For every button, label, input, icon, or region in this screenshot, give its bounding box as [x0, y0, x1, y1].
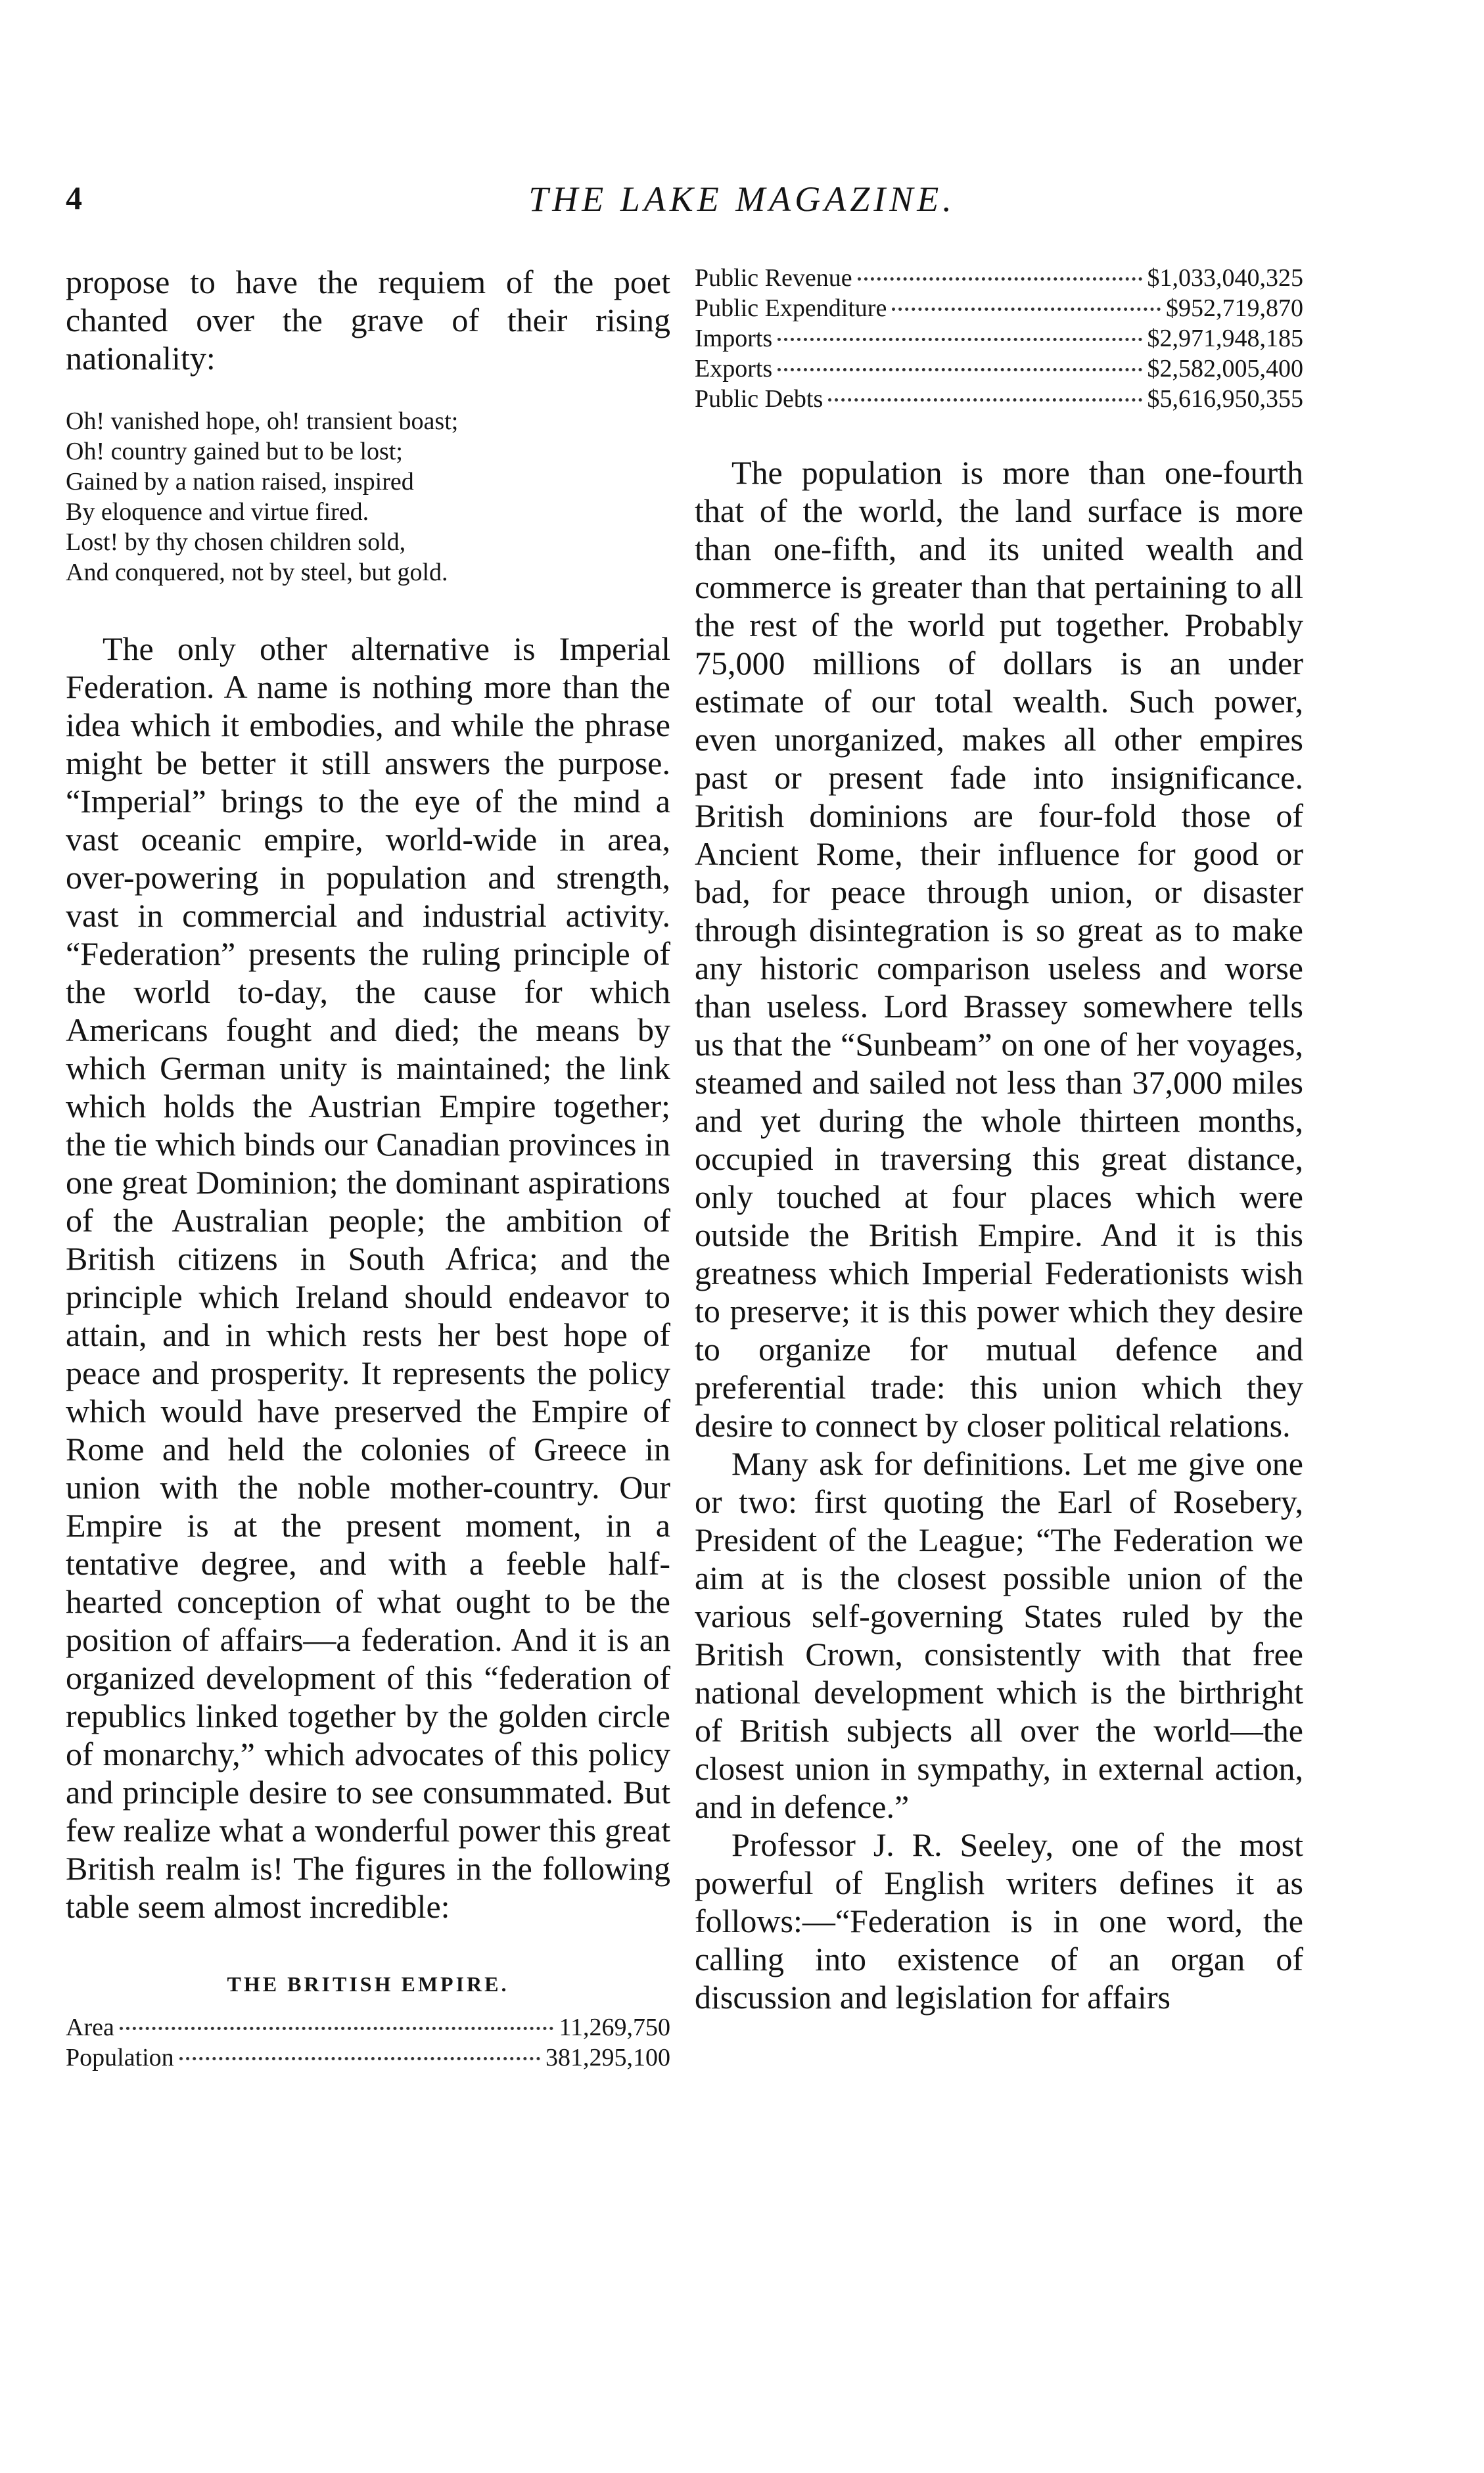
table-row-public-expenditure — [695, 293, 1303, 323]
row-value: 11,269,750 — [559, 2014, 670, 2041]
row-label: Public Expenditure — [695, 294, 887, 322]
seeley-paragraph: Professor J. R. Seeley, one of the most powerful of English writers defines it as follows:—“Federation is in one word, the calling into existence of an organ of discussion and legislation for affairs — [695, 1826, 1303, 2016]
leader-dots — [892, 308, 1161, 311]
federation-paragraph: The only other alternative is Imperial Federation. A name is nothing more than the idea which it embodies, and while the phrase might be better it still answers the purpose. “Imperial” brings to the eye of the mind a vast oceanic empire, world-wide in area, over-powering in population and strength, vast in commercial and industrial activity. “Federation” presents the ruling principle of the world to-day, the cause for which Americans fought and died; the means by which German unity is maintained; the link which holds the Austrian Empire together; the tie which binds our Canadian provinces in one great Dominion; the dominant aspirations of the Australian people; the ambition of British citizens in South Africa; and the principle which Ireland should endeavor to attain, and in which rests her best hope of peace and prosperity. It represents the policy which would have preserved the Empire of Rome and held the colonies of Greece in union with the noble mother-country. Our Empire is at the present moment, in a tentative degree, and with a feeble half-hearted conception of what ought to be the position of affairs—a federation. And it is an organized development of this “federation of republics linked together by the golden circle of monarchy,” which advocates of this policy and principle desire to see consummated. But few realize what a wonderful power this great British realm is! The figures in the following table seem almost incredible: — [66, 630, 670, 1925]
row-label: Imports — [695, 325, 773, 352]
table-row-population — [66, 2043, 670, 2073]
poem-line: Oh! country gained but to be lost; — [66, 438, 403, 465]
intro-paragraph: propose to have the requiem of the poet chanted over the grave of their rising nationality: — [66, 264, 670, 377]
leader-dots — [828, 398, 1142, 402]
table-title: THE BRITISH EMPIRE. — [227, 1972, 509, 1996]
poem-line: By eloquence and virtue fired. — [66, 498, 369, 526]
poem-line: Oh! vanished hope, oh! transient boast; — [66, 407, 459, 435]
poem-line: Lost! by thy chosen children sold, — [66, 528, 406, 556]
table-row-exports — [695, 354, 1303, 384]
row-value: $952,719,870 — [1166, 294, 1303, 322]
poem-line: And conquered, not by steel, but gold. — [66, 559, 448, 586]
row-label: Public Debts — [695, 385, 823, 413]
row-label: Area — [66, 2014, 114, 2041]
population-paragraph: The population is more than one-fourth that of the world, the land surface is more than one-fifth, and its united wealth and commerce is greater than that pertaining to all the rest of the world put together. Probably 75,000 millions of dollars is an under estimate of our total wealth. Such power, even unorganized, makes all other empires past or present fade into insignificance. British dominions are four-fold those of Ancient Rome, their influence for good or bad, for peace through union, or disaster through disintegration is so great as to make any historic comparison useless and worse than useless. Lord Brassey somewhere tells us that the “Sunbeam” on one of her voyages, steamed and sailed not less than 37,000 miles and yet during the whole thirteen months, occupied in traversing this great distance, only touched at four places which were outside the British Empire. And it is this greatness which Imperial Federationists wish to preserve; it is this power which they desire to organize for mutual defence and preferential trade: this union which they desire to connect by closer political relations. — [695, 454, 1303, 1444]
leader-dots — [858, 277, 1142, 281]
row-value: $5,616,950,355 — [1147, 385, 1303, 413]
left-column — [66, 263, 670, 2073]
right-column — [695, 263, 1303, 2016]
leader-dots — [179, 2057, 540, 2060]
table-row-public-revenue — [695, 263, 1303, 293]
leader-dots — [777, 368, 1142, 371]
row-label: Public Revenue — [695, 264, 852, 292]
leader-dots — [120, 2027, 554, 2030]
table-row-public-debts — [695, 384, 1303, 414]
page-number: 4 — [66, 179, 82, 216]
definitions-paragraph: Many ask for definitions. Let me give one or two: first quoting the Earl of Rosebery, President of the League; “The Federation we aim at is the closest possible union of the various self-governing States ruled by the British Crown, consistently with that free national development which is the birthright of British subjects all over the world—the closest union in sympathy, in external action, and in defence.” — [695, 1445, 1303, 1825]
table-row-area — [66, 2012, 670, 2043]
page-header — [0, 179, 1484, 231]
row-value: $2,971,948,185 — [1147, 325, 1303, 352]
table-row-imports — [695, 323, 1303, 354]
row-label: Population — [66, 2044, 174, 2071]
row-value: $1,033,040,325 — [1147, 264, 1303, 292]
leader-dots — [777, 338, 1142, 341]
row-value: $2,582,005,400 — [1147, 355, 1303, 382]
empire-statistics-table — [695, 263, 1303, 414]
poem-line: Gained by a nation raised, inspired — [66, 468, 414, 496]
poem-quote — [66, 406, 670, 588]
row-value: 381,295,100 — [545, 2044, 670, 2071]
row-label: Exports — [695, 355, 773, 382]
running-title: THE LAKE MAGAZINE. — [528, 179, 956, 219]
